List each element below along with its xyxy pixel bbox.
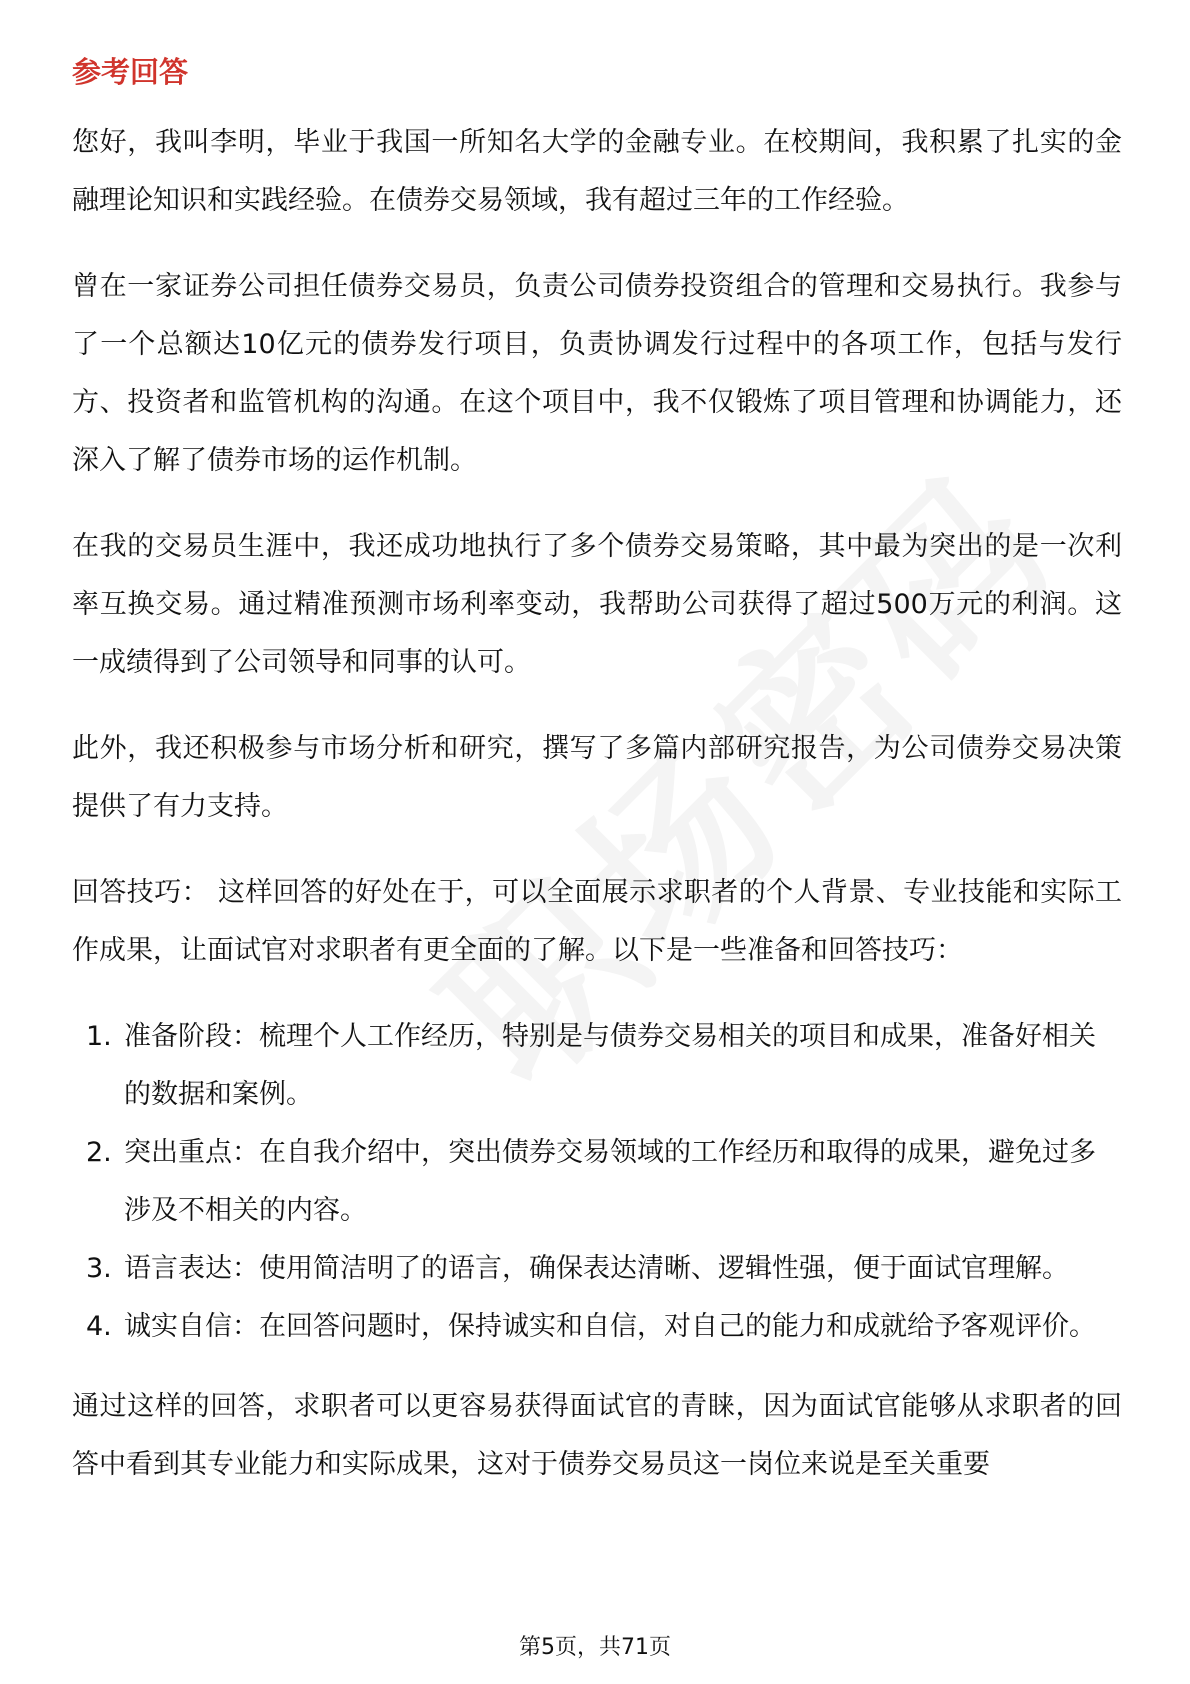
paragraph-achievement: 在我的交易员生涯中，我还成功地执行了多个债券交易策略，其中最为突出的是一次利率互换交易。通过精准预测市场利率变动，我帮助公司获得了超过500万元的利润。这一成绩得到了公司领导和同事的认可。 (72, 531, 1122, 678)
paragraph-tips-intro: 回答技巧： 这样回答的好处在于，可以全面展示求职者的个人背景、专业技能和实际工作成果，让面试官对求职者有更全面的了解。以下是一些准备和回答技巧： (72, 877, 1122, 966)
paragraph-intro: 您好，我叫李明，毕业于我国一所知名大学的金融专业。在校期间，我积累了扎实的金融理论知识和实践经验。在债券交易领域，我有超过三年的工作经验。 (72, 127, 1122, 216)
page-number-footer: 第5页，共71页 (519, 1635, 671, 1660)
paragraph-research: 此外，我还积极参与市场分析和研究，撰写了多篇内部研究报告，为公司债券交易决策提供了有力支持。 (72, 733, 1122, 822)
list-item-number: 4. (86, 1311, 112, 1342)
tips-list (72, 1008, 1122, 1356)
section-heading: 参考回答 (72, 55, 189, 89)
list-item (72, 1124, 1122, 1240)
list-item-text: 准备阶段：梳理个人工作经历，特别是与债券交易相关的项目和成果，准备好相关的数据和案例。 (124, 1021, 1096, 1110)
list-item (72, 1008, 1122, 1124)
list-item-text: 语言表达：使用简洁明了的语言，确保表达清晰、逻辑性强，便于面试官理解。 (124, 1253, 1069, 1284)
list-item-number: 1. (86, 1021, 112, 1052)
list-item-text: 突出重点：在自我介绍中，突出债券交易领域的工作经历和取得的成果，避免过多涉及不相关的内容。 (124, 1137, 1096, 1226)
page-content (72, 48, 1122, 1522)
list-item (72, 1240, 1122, 1298)
list-item (72, 1298, 1122, 1356)
paragraph-closing: 通过这样的回答，求职者可以更容易获得面试官的青睐，因为面试官能够从求职者的回答中看到其专业能力和实际成果，这对于债券交易员这一岗位来说是至关重要 (72, 1391, 1122, 1480)
list-item-text: 诚实自信：在回答问题时，保持诚实和自信，对自己的能力和成就给予客观评价。 (124, 1311, 1096, 1342)
paragraph-experience: 曾在一家证券公司担任债券交易员，负责公司债券投资组合的管理和交易执行。我参与了一个总额达10亿元的债券发行项目，负责协调发行过程中的各项工作，包括与发行方、投资者和监管机构的沟通。在这个项目中，我不仅锻炼了项目管理和协调能力，还深入了解了债券市场的运作机制。 (72, 271, 1122, 476)
list-item-number: 3. (86, 1253, 112, 1284)
list-item-number: 2. (86, 1137, 112, 1168)
